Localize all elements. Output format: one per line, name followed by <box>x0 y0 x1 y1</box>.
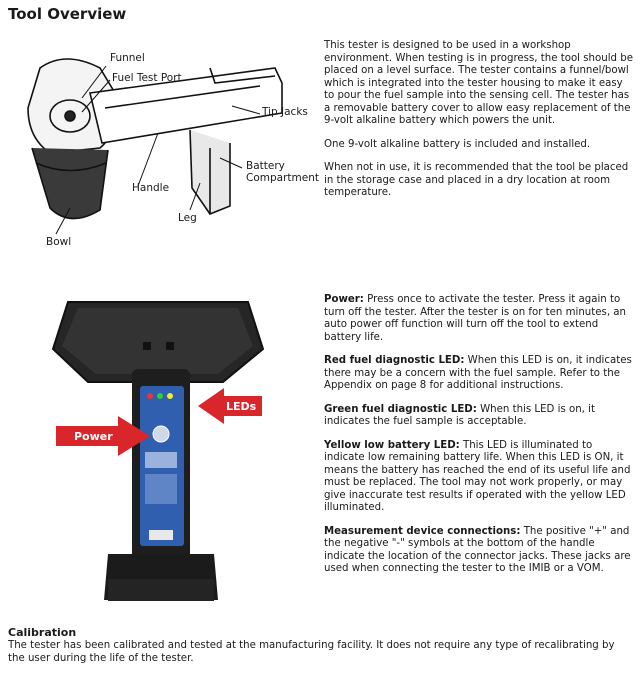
feature-term: Yellow low battery LED: <box>324 439 460 451</box>
feature-desc: The positive "+" and the negative "-" symbols at the bottom of the handle indicate the location of the connector jacks. These jacks are used when connecting the tester to the IMIB or a VOM. <box>324 525 631 574</box>
calibration-heading: Calibration <box>8 626 77 639</box>
overview-paragraph: One 9-volt alkaline battery is included and installed. <box>324 138 591 150</box>
label-fuel-test-port: Fuel Test Port <box>112 72 182 84</box>
feature-term: Measurement device connections: <box>324 525 521 537</box>
overview-text <box>324 40 634 211</box>
calibration-text: The tester has been calibrated and tested at the manufacturing facility. It does not require any type of recalibrating by the user during the life of the tester. <box>8 640 615 664</box>
power-callout: Power <box>74 430 113 443</box>
feature-term: Green fuel diagnostic LED: <box>324 403 477 415</box>
feature-red-led <box>324 355 634 393</box>
overview-paragraph: When not in use, it is recommended that the tool be placed in the storage case and placed in a dry location at room temperature. <box>324 162 629 198</box>
feature-power <box>324 294 634 344</box>
overview-paragraph: This tester is designed to be used in a workshop environment. When testing is in progress, the tool should be placed on a level surface. The tester contains a funnel/bowl which is integrated into the tester housing to make it easy to pour the fuel sample into the sensing cell. The tester has a removable battery cover to allow easy replacement of the 9-volt alkaline battery which powers the unit. <box>324 40 633 126</box>
feature-list <box>324 294 634 587</box>
feature-desc: Press once to activate the tester. Press it again to turn off the tester. After the tester is on for ten minutes, an auto power off function will turn off the tool to extend battery life. <box>324 294 627 343</box>
tool-diagram <box>10 38 319 263</box>
tool-photo <box>48 294 270 614</box>
label-battery: Battery <box>246 160 285 172</box>
label-compartment: Compartment <box>246 172 319 184</box>
label-funnel: Funnel <box>110 52 145 64</box>
feature-desc: When this LED is on, it indicates the fuel sample is acceptable. <box>324 403 595 427</box>
label-leg: Leg <box>178 212 197 224</box>
tester-photo-drawing <box>48 294 270 614</box>
label-bowl: Bowl <box>46 236 72 248</box>
feature-connections <box>324 526 634 576</box>
feature-term: Red fuel diagnostic LED: <box>324 355 465 366</box>
feature-yellow-led <box>324 440 634 515</box>
leds-callout: LEDs <box>226 400 257 413</box>
feature-green-led <box>324 404 634 429</box>
label-tip-jacks: Tip Jacks <box>262 106 308 118</box>
page-title: Tool Overview <box>8 5 127 23</box>
feature-term: Power: <box>324 294 364 305</box>
feature-desc: When this LED is on, it indicates there may be a concern with the fuel sample. Refer to the Appendix on page 8 for additional instructions. <box>324 355 632 391</box>
label-handle: Handle <box>132 182 170 194</box>
feature-desc: This LED is illuminated to indicate low remaining battery life. When this LED is ON, it means the battery has reached the end of its useful life and must be replaced. The tool may not work properly, or may give inaccurate test results if operated with the yellow LED illuminated. <box>324 439 631 513</box>
